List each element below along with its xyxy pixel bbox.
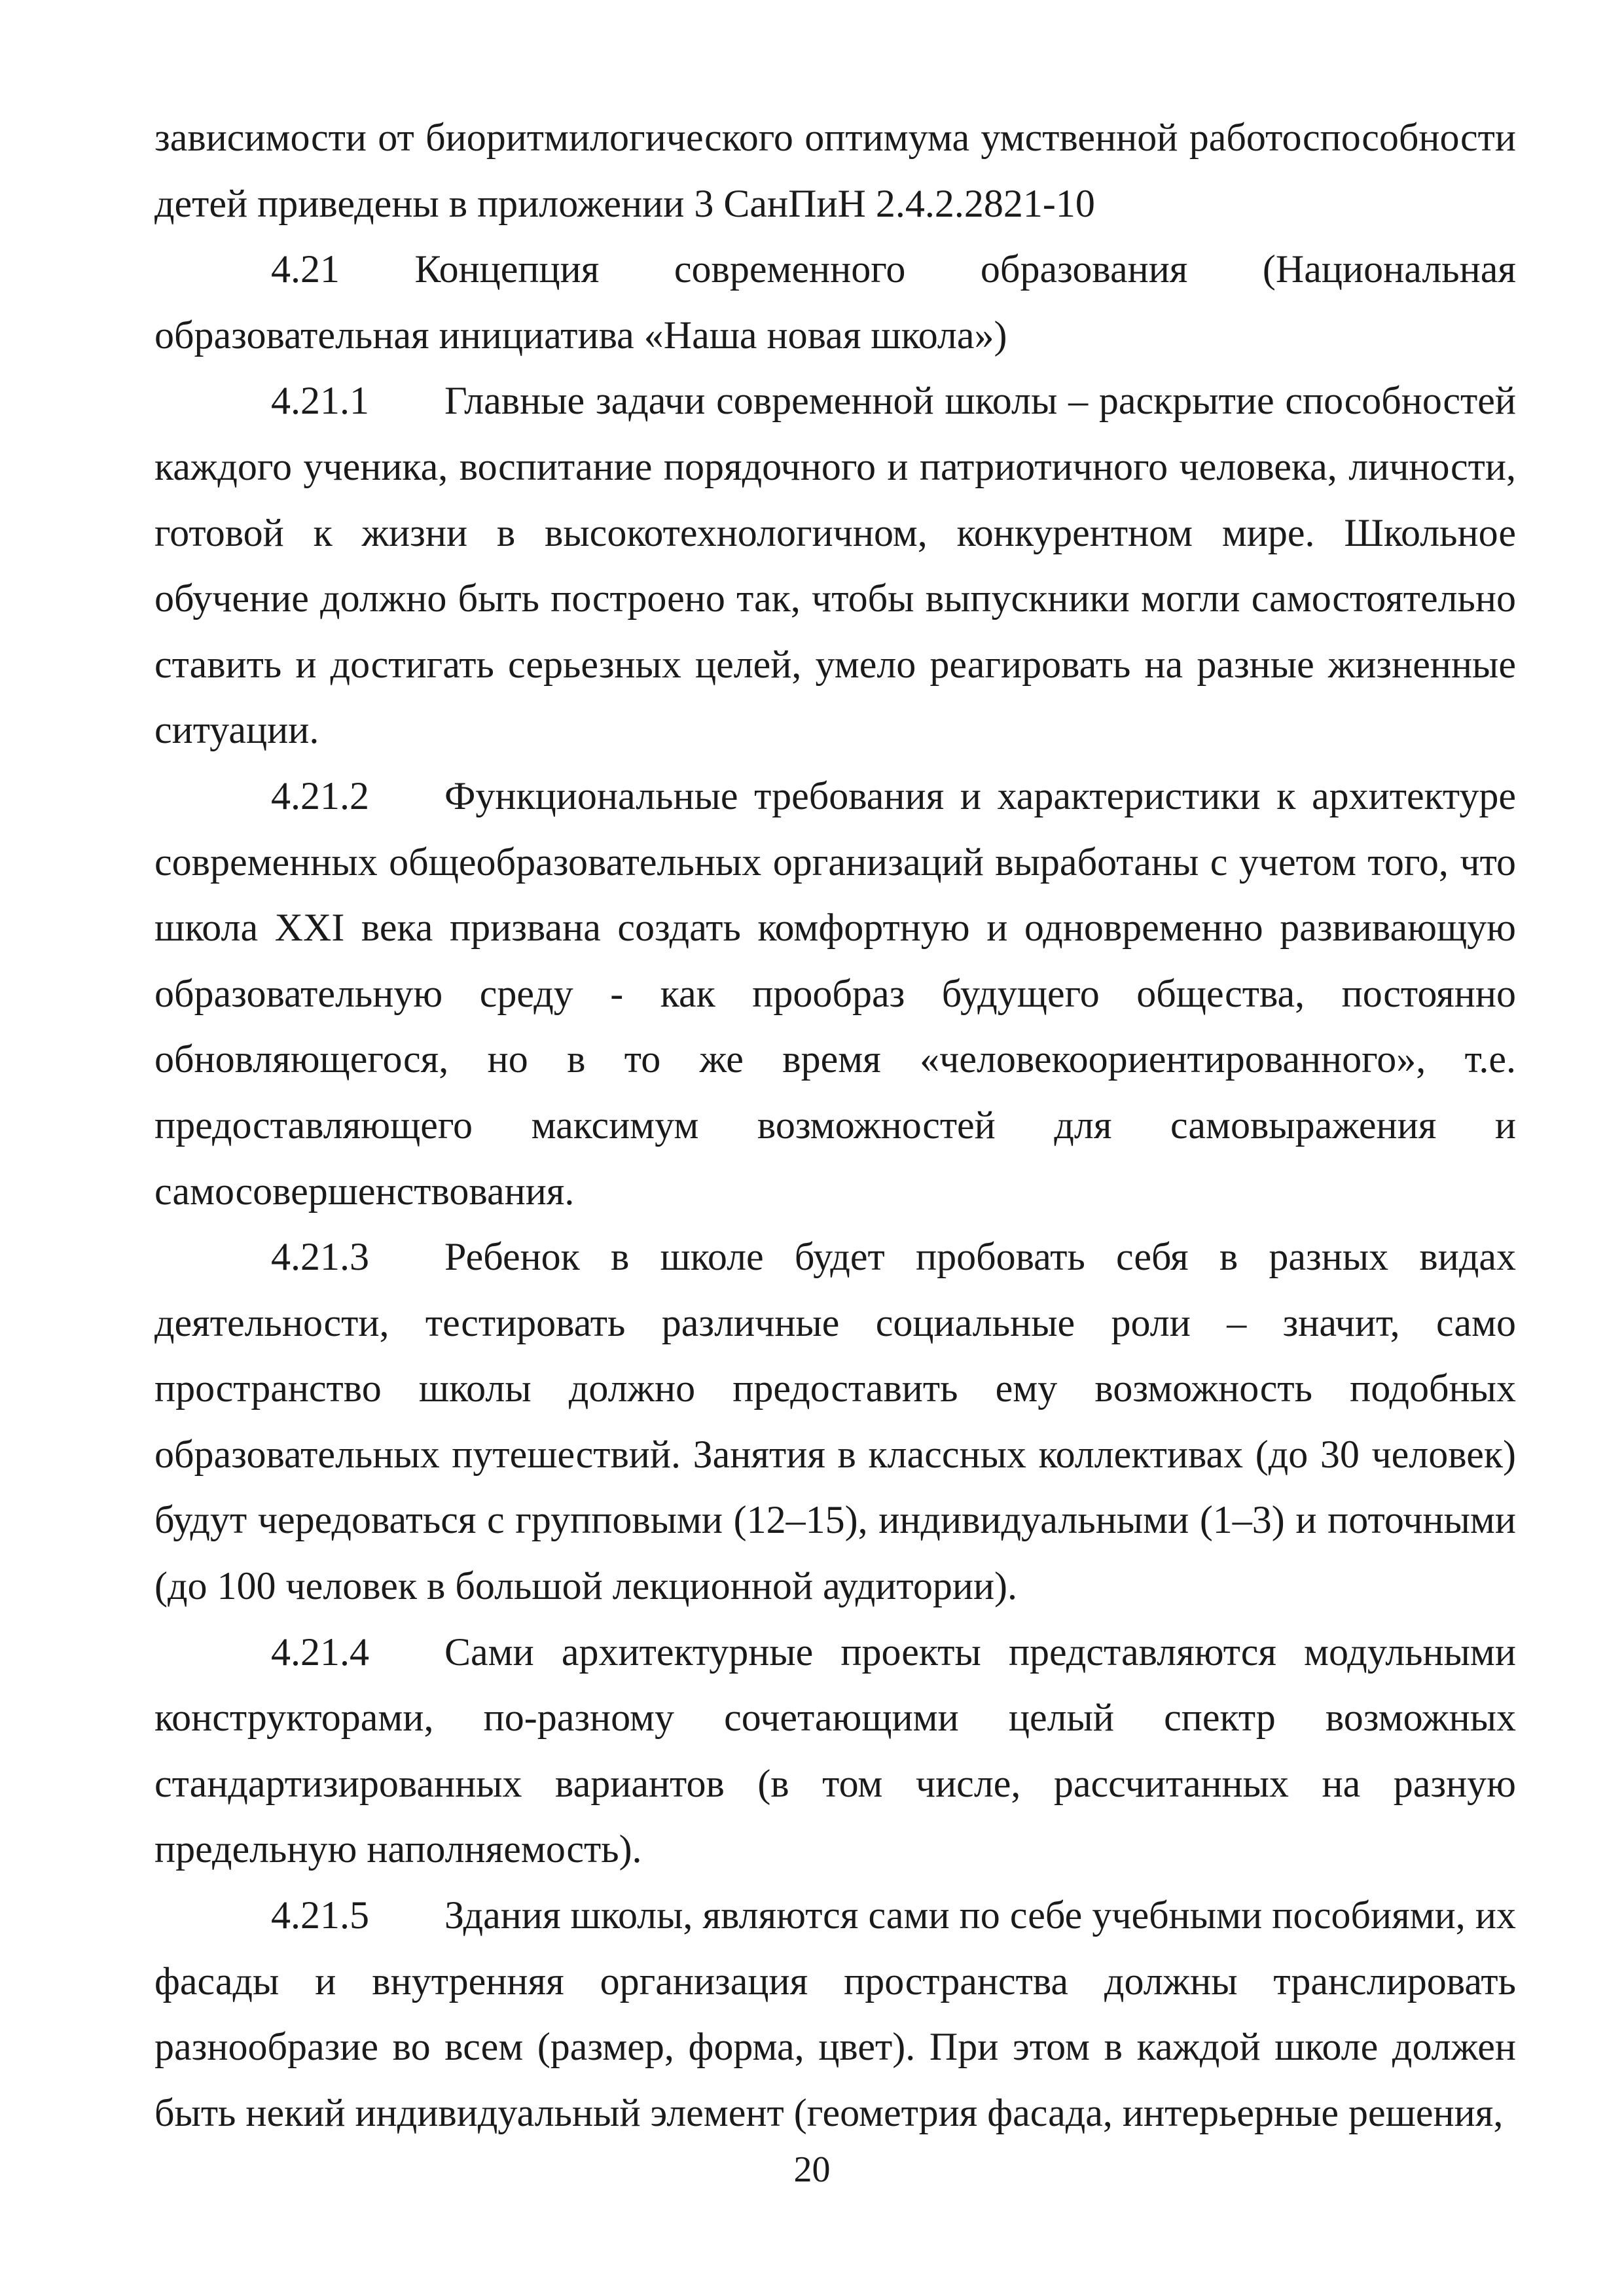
paragraph-4-21-5 [154, 1882, 1516, 2145]
paragraph-number: 4.21.5 [271, 1893, 369, 1937]
paragraph-4-21-1 [154, 368, 1516, 763]
paragraph-4-21-2 [154, 763, 1516, 1224]
paragraph-text: Ребенок в школе будет пробовать себя в разных видах деятельности, тестировать различные социальные роли – значит, само пространство школы должно предоставить ему возможность подобных образовательных путешествий. Занятия в классных коллективах (до 30 человек) будут чередоваться с групповыми (12–15), индивидуальными (1–3) и поточными (до 100 человек в большой лекционной аудитории). [154, 1235, 1516, 1608]
section-title: Концепция современного образования (Национальная образовательная инициатива «Наша новая школа») [154, 247, 1516, 357]
paragraph-text: Сами архитектурные проекты представляются модульными конструкторами, по-разному сочетающими целый спектр возможных стандартизированных вариантов (в том числе, рассчитанных на разную предельную наполняемость). [154, 1630, 1516, 1871]
paragraph-number: 4.21.1 [271, 379, 369, 423]
document-page [154, 105, 1516, 2145]
paragraph-number: 4.21.2 [271, 774, 369, 817]
paragraph-4-21-3 [154, 1224, 1516, 1619]
page-number: 20 [793, 2149, 831, 2190]
paragraph-text: Функциональные требования и характеристики к архитектуре современных общеобразовательных организаций выработаны с учетом того, что школа XXI века призвана создать комфортную и одновременно развивающую образовательную среду - как прообраз будущего общества, постоянно обновляющегося, но в то же время «человекоориентированного», т.е. предоставляющего максимум возможностей для самовыражения и самосовершенствования. [154, 774, 1516, 1213]
paragraph-4-21-4 [154, 1619, 1516, 1882]
section-4-21-heading [154, 236, 1516, 368]
paragraph-number: 4.21.3 [271, 1235, 369, 1279]
continuation-paragraph: зависимости от биоритмилогического оптимума умственной работоспособности детей приведены в приложении 3 СанПиН 2.4.2.2821-10 [154, 116, 1516, 225]
section-number: 4.21 [271, 247, 340, 291]
paragraph-number: 4.21.4 [271, 1630, 369, 1674]
paragraph-text: Главные задачи современной школы – раскрытие способностей каждого ученика, воспитание порядочного и патриотичного человека, личности, готовой к жизни в высокотехнологичном, конкурентном мире. Школьное обучение должно быть построено так, чтобы выпускники могли самостоятельно ставить и достигать серьезных целей, умело реагировать на разные жизненные ситуации. [154, 379, 1516, 752]
paragraph-text: Здания школы, являются сами по себе учебными пособиями, их фасады и внутренняя организация пространства должны транслировать разнообразие во всем (размер, форма, цвет). При этом в каждой школе должен быть некий индивидуальный элемент (геометрия фасада, интерьерные решения, [154, 1893, 1516, 2134]
